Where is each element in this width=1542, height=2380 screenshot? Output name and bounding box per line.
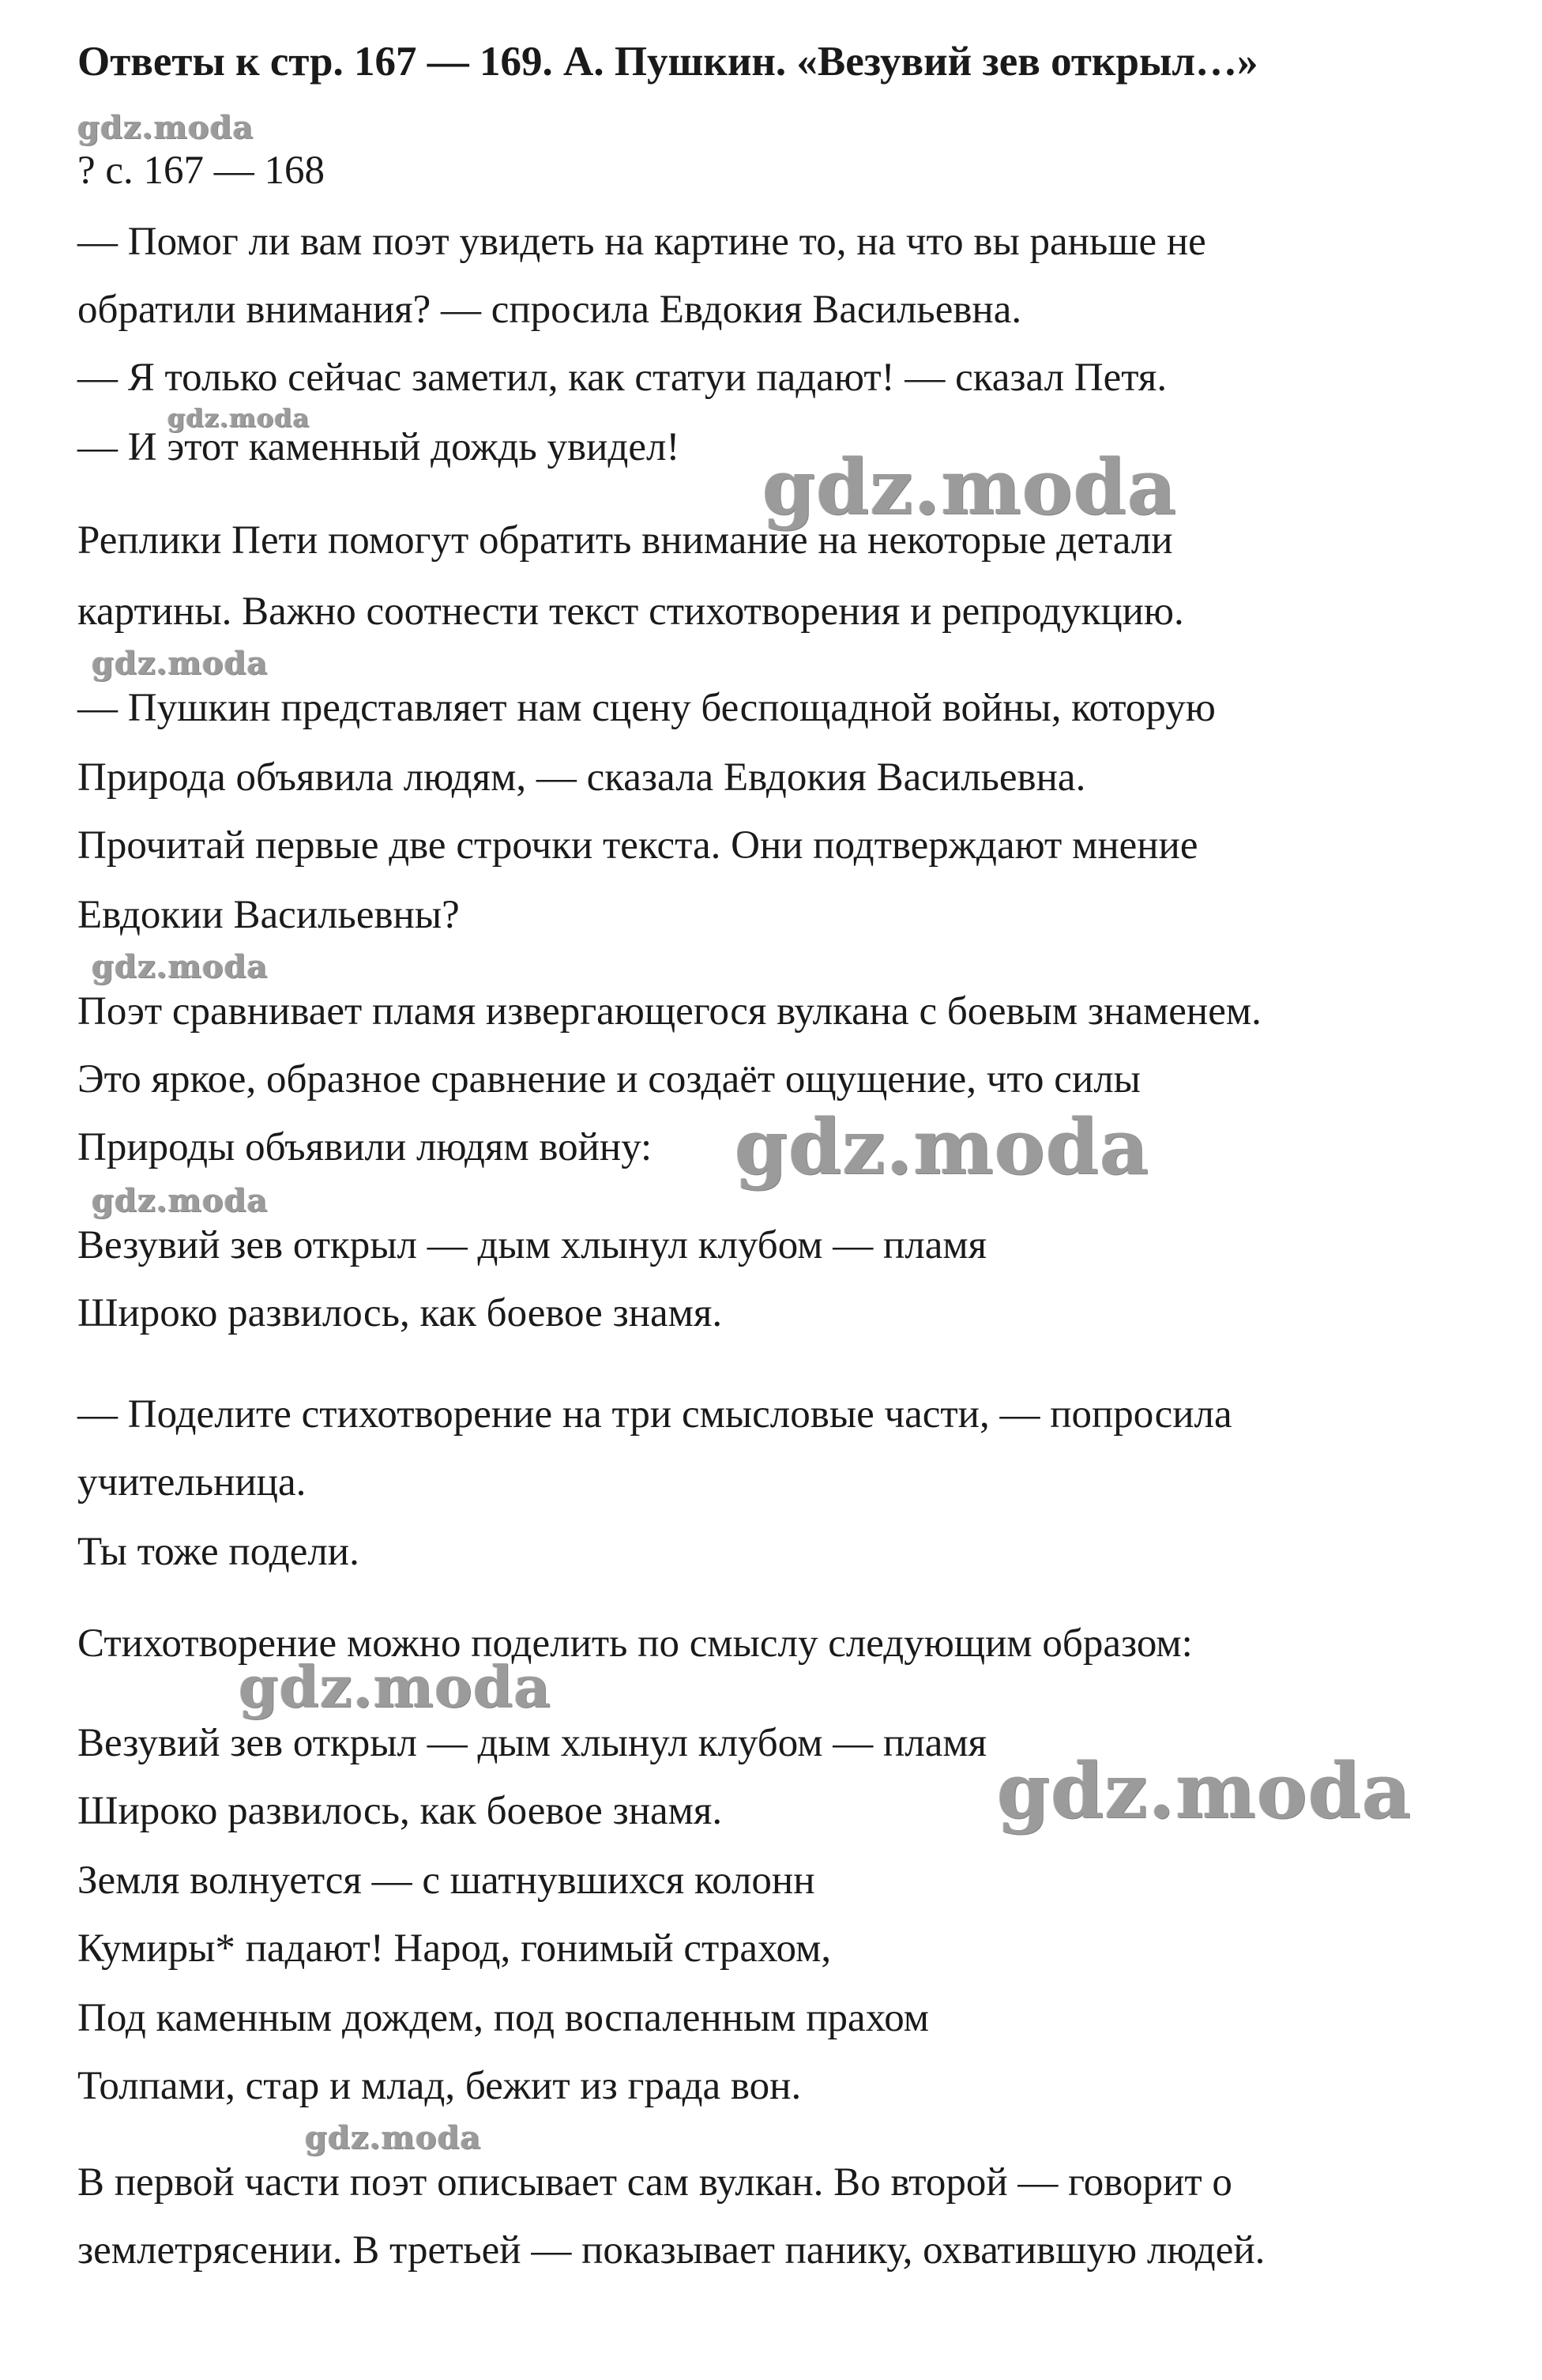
text-line: В первой части поэт описывает сам вулкан. Во второй — говорит о: [77, 2160, 1232, 2205]
text-line: — Я только сейчас заметил, как статуи падают! — сказал Петя.: [77, 356, 1168, 400]
text-line: Это яркое, образное сравнение и создаёт ощущение, что силы: [77, 1057, 1141, 1102]
poem-line: Широко развилось, как боевое знамя.: [77, 1789, 723, 1833]
watermark-logo: gdz.moda: [239, 1653, 551, 1720]
watermark-logo: gdz.moda: [997, 1746, 1412, 1836]
text-line: — И этот каменный дождь увидел!: [77, 425, 680, 469]
text-line: Природы объявили людям войну:: [77, 1125, 653, 1169]
text-line: — Пушкин представляет нам сцену беспощадной войны, которую: [77, 686, 1216, 730]
poem-line: Толпами, стар и млад, бежит из града вон.: [77, 2064, 802, 2108]
poem-line: Земля волнуется — с шатнувшихся колонн: [77, 1858, 815, 1903]
watermark-logo: gdz.moda: [77, 109, 254, 146]
poem-line: Везувий зев открыл — дым хлынул клубом — пламя: [77, 1223, 987, 1267]
poem-line: Под каменным дождем, под воспаленным прахом: [77, 1996, 930, 2040]
poem-line: Широко развилось, как боевое знамя.: [77, 1291, 723, 1335]
watermark-logo: gdz.moda: [735, 1102, 1150, 1192]
poem-line: Везувий зев открыл — дым хлынул клубом — пламя: [77, 1721, 987, 1765]
text-line: Евдокии Васильевны?: [77, 893, 460, 937]
watermark-logo: gdz.moda: [92, 1182, 269, 1219]
watermark-logo: gdz.moda: [92, 645, 269, 682]
text-line: Природа объявила людям, — сказала Евдокия Васильевна.: [77, 755, 1086, 800]
watermark-logo: gdz.moda: [762, 442, 1178, 532]
poem-line: Кумиры* падают! Народ, гонимый страхом,: [77, 1926, 832, 1971]
text-line: — Поделите стихотворение на три смысловые части, — попросила: [77, 1392, 1232, 1437]
text-line: обратили внимания? — спросила Евдокия Васильевна.: [77, 288, 1022, 332]
text-line: — Помог ли вам поэт увидеть на картине то, на что вы раньше не: [77, 220, 1206, 264]
text-line: Ты тоже подели.: [77, 1530, 359, 1574]
text-line: Поэт сравнивает пламя извергающегося вулкана с боевым знаменем.: [77, 989, 1262, 1034]
page-title: Ответы к стр. 167 — 169. А. Пушкин. «Везувий зев открыл…»: [77, 39, 1258, 85]
text-line: Прочитай первые две строчки текста. Они подтверждают мнение: [77, 823, 1198, 868]
text-line: Реплики Пети помогут обратить внимание на некоторые детали: [77, 518, 1173, 563]
text-line: ? с. 167 — 168: [77, 149, 325, 193]
text-line: учительница.: [77, 1460, 307, 1504]
watermark-logo: gdz.moda: [167, 403, 310, 433]
text-line: землетрясении. В третьей — показывает панику, охватившую людей.: [77, 2228, 1266, 2273]
text-line: Стихотворение можно поделить по смыслу следующим образом:: [77, 1621, 1193, 1666]
watermark-logo: gdz.moda: [92, 948, 269, 985]
text-line: картины. Важно соотнести текст стихотворения и репродукцию.: [77, 589, 1184, 634]
watermark-logo: gdz.moda: [305, 2119, 482, 2156]
